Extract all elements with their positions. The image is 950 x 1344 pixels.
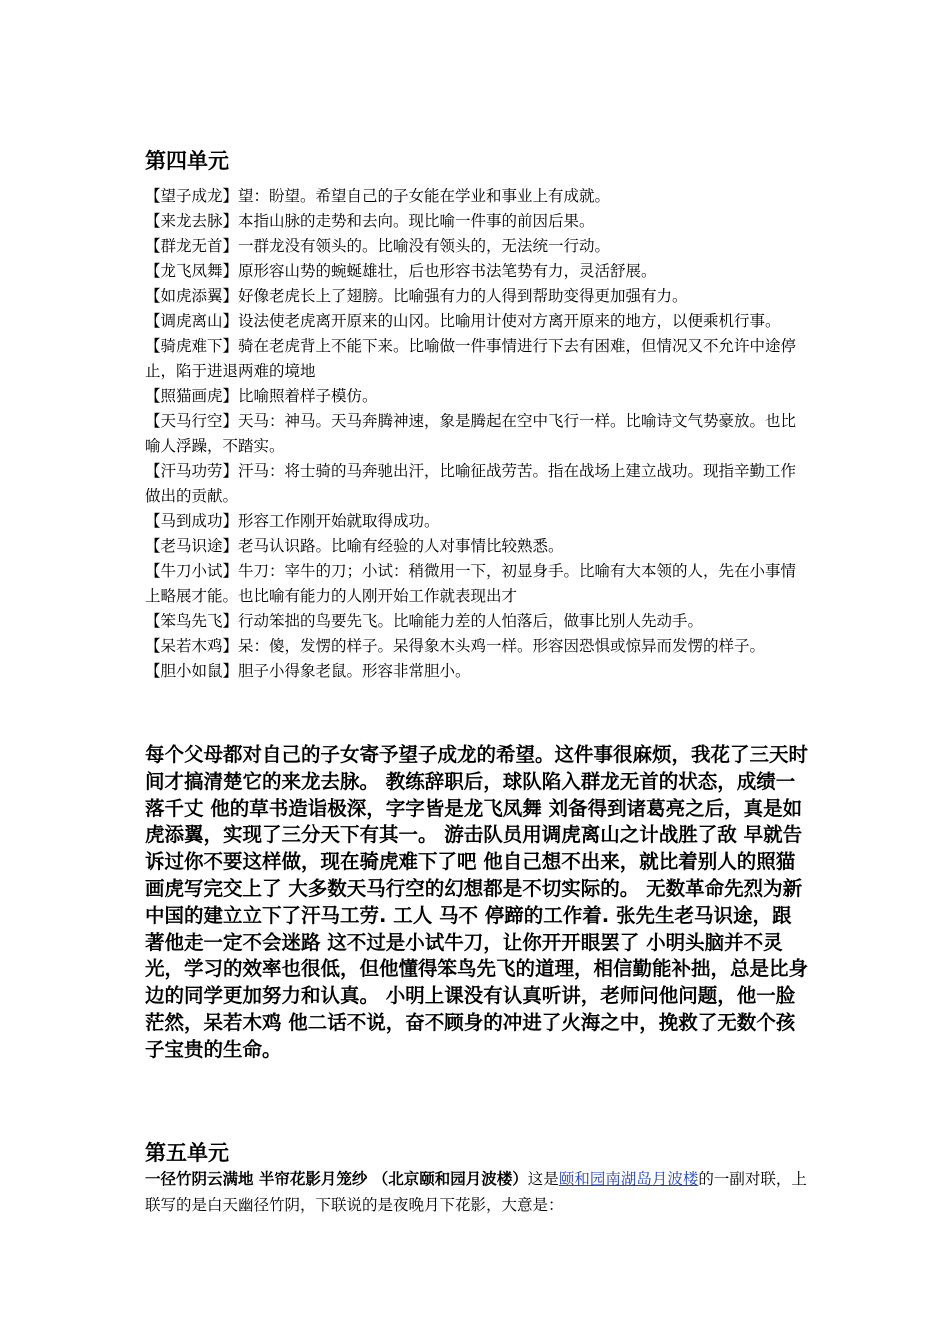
idiom-term: 【来龙去脉】 — [145, 212, 239, 230]
description-text: 的一副对联，上联写的是白天幽径竹阴，下联说的是夜晚月下花影，大意是： — [145, 1170, 807, 1214]
idiom-term: 【胆小如鼠】 — [145, 662, 239, 680]
idiom-entry — [145, 259, 810, 284]
idiom-definition: 老马认识路。比喻有经验的人对事情比较熟悉。 — [238, 537, 564, 555]
couplet-text: 一径竹阴云满地 半帘花影月笼纱 （北京颐和园月波楼） — [145, 1170, 528, 1188]
section-heading-4: 第四单元 — [145, 149, 229, 173]
idiom-term: 【呆若木鸡】 — [145, 637, 239, 655]
idiom-definition: 一群龙没有领头的。比喻没有领头的，无法统一行动。 — [238, 237, 611, 255]
section-heading-5: 第五单元 — [145, 1141, 229, 1165]
idiom-term: 【骑虎难下】 — [145, 337, 239, 355]
idiom-definition: 比喻照着样子模仿。 — [238, 387, 378, 405]
idiom-term: 【笨鸟先飞】 — [145, 612, 239, 630]
idiom-term: 【如虎添翼】 — [145, 287, 239, 305]
idiom-term: 【马到成功】 — [145, 512, 239, 530]
idiom-definition: 行动笨拙的鸟要先飞。比喻能力差的人怕落后，做事比别人先动手。 — [238, 612, 704, 630]
intro-text: 这是 — [527, 1170, 559, 1188]
idiom-definition: 望：盼望。希望自己的子女能在学业和事业上有成就。 — [238, 187, 611, 205]
idiom-definition: 好像老虎长上了翅膀。比喻强有力的人得到帮助变得更加强有力。 — [238, 287, 688, 305]
idiom-definition: 牛刀：宰牛的刀；小试：稍微用一下，初显身手。比喻有大本领的人，先在小事情上略展才能。也比喻有能力的人刚开始工作就表现出才 — [145, 562, 797, 605]
idiom-entry — [145, 384, 810, 409]
idiom-term: 【老马识途】 — [145, 537, 239, 555]
idiom-entry — [145, 534, 810, 559]
idiom-term: 【调虎离山】 — [145, 312, 239, 330]
idiom-definition: 形容工作刚开始就取得成功。 — [238, 512, 440, 530]
idiom-entry — [145, 509, 810, 534]
idiom-entry — [145, 609, 810, 634]
idiom-term: 【汗马功劳】 — [145, 462, 239, 480]
idiom-term: 【龙飞凤舞】 — [145, 262, 239, 280]
idiom-entry — [145, 659, 810, 684]
idiom-entry — [145, 634, 810, 659]
idiom-definition: 天马：神马。天马奔腾神速，象是腾起在空中飞行一样。比喻诗文气势豪放。也比喻人浮躁，不踏实。 — [145, 412, 797, 455]
idiom-entry — [145, 559, 810, 609]
idiom-definition: 胆子小得象老鼠。形容非常胆小。 — [238, 662, 471, 680]
idiom-entry — [145, 409, 810, 459]
idiom-entry — [145, 234, 810, 259]
idiom-entry — [145, 334, 810, 384]
idiom-term: 【天马行空】 — [145, 412, 239, 430]
idiom-entry — [145, 209, 810, 234]
idiom-entry — [145, 459, 810, 509]
yiheyuan-link[interactable]: 颐和园南湖岛月波楼 — [558, 1170, 699, 1188]
idiom-term: 【照猫画虎】 — [145, 387, 239, 405]
idiom-entry — [145, 309, 810, 334]
idiom-list — [145, 184, 810, 684]
idiom-definition: 设法使老虎离开原来的山冈。比喻用计使对方离开原来的地方，以便乘机行事。 — [238, 312, 781, 330]
idiom-definition: 呆：傻，发愣的样子。呆得象木头鸡一样。形容因恐惧或惊异而发愣的样子。 — [238, 637, 766, 655]
idiom-definition: 原形容山势的蜿蜒雄壮，后也形容书法笔势有力，灵活舒展。 — [238, 262, 657, 280]
idiom-term: 【群龙无首】 — [145, 237, 239, 255]
idiom-definition: 骑在老虎背上不能下来。比喻做一件事情进行下去有困难，但情况又不允许中途停止，陷于进退两难的境地 — [145, 337, 797, 380]
idiom-entry — [145, 284, 810, 309]
idiom-definition: 汗马：将士骑的马奔驰出汗，比喻征战劳苦。指在战场上建立战功。现指辛勤工作做出的贡献。 — [145, 462, 797, 505]
idiom-definition: 本指山脉的走势和去向。现比喻一件事的前因后果。 — [238, 212, 595, 230]
idiom-term: 【牛刀小试】 — [145, 562, 239, 580]
section5-body — [145, 1166, 810, 1218]
idiom-term: 【望子成龙】 — [145, 187, 239, 205]
idiom-entry — [145, 184, 810, 209]
example-paragraph: 每个父母都对自己的子女寄予望子成龙的希望。这件事很麻烦，我花了三天时间才搞清楚它的来龙去脉。 教练辞职后，球队陷入群龙无首的状态，成绩一落千丈 他的草书造诣极深，字字皆是龙飞凤舞 刘备得到诸葛亮之后，真是如虎添翼，实现了三分天下有其一。 游击队员用调虎离山之计战胜了敌 早就告诉过你不要这样做，现在骑虎难下了吧 他自己想不出来，就比着别人的照猫画虎写完交上了 大多数天马行空的幻想都是不切实际的。 无数革命先烈为新中国的建立立下了汗马工劳. 工人 马不 停蹄的工作着. 张先生老马识途，跟著他走一定不会迷路 这不过是小试牛刀，让你开开眼罢了 小明头脑并不灵光，学习的效率也很低，但他懂得笨鸟先飞的道理，相信勤能补拙，总是比身边的同学更加努力和认真。 小明上课没有认真听讲，老师问他问题，他一脸茫然，呆若木鸡 他二话不说，奋不顾身的冲进了火海之中，挽救了无数个孩子宝贵的生命。 — [145, 743, 809, 1061]
